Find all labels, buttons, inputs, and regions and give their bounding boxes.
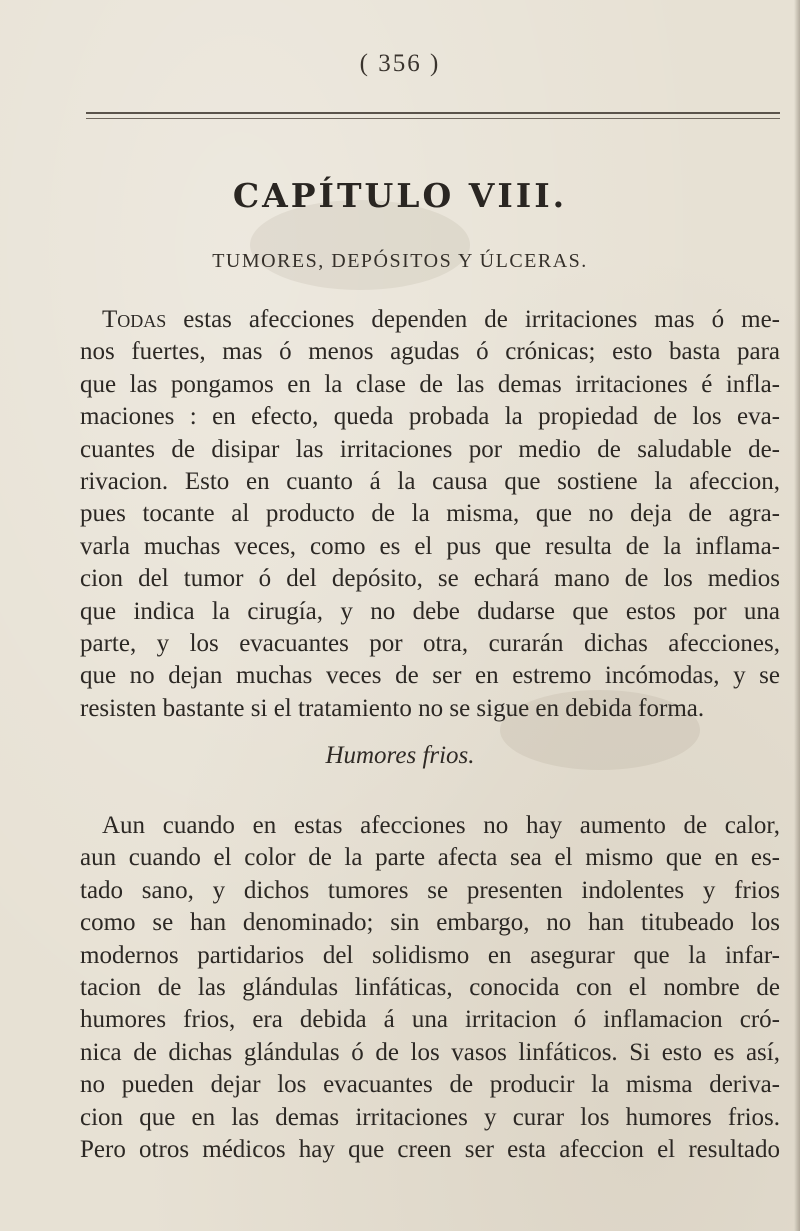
header-rule [86,112,780,114]
first-word: Todas [102,306,167,333]
text-line: cion del tumor ó del depósito, se echará mano de los medios [80,565,780,593]
text-line: nos fuertes, mas ó menos agudas ó crónicas; esto basta para [80,338,780,366]
text-line: pues tocante al producto de la misma, que no deja de agra- [80,500,780,528]
text-line: tado sano, y dichos tumores se presenten indolentes y frios [80,876,780,904]
text-line: parte, y los evacuantes por otra, curarán dichas afecciones, [80,629,780,657]
text-line: como se han denominado; sin embargo, no han titubeado los [80,909,780,937]
text-line: humores frios, era debida á una irritacion ó inflamacion cró- [80,1006,780,1034]
page-edge-shadow [794,0,800,1231]
text-line: aun cuando el color de la parte afecta sea el mismo que en es- [80,844,780,872]
text-line: cuantes de disipar las irritaciones por medio de saludable de- [80,435,780,463]
text-line: Todas estas afecciones dependen de irritaciones mas ó me- [102,306,780,333]
text-line: maciones : en efecto, queda probada la propiedad de los eva- [80,403,780,431]
page-number: ( 356 ) [359,50,441,77]
text-line: nica de dichas glándulas ó de los vasos linfáticos. Si esto es así, [80,1038,780,1066]
text-line: que no dejan muchas veces de ser en estremo incómodas, y se [80,662,780,690]
text-line: resisten bastante si el tratamiento no se sigue en debida forma. [80,694,705,722]
text-line: rivacion. Esto en cuanto á la causa que sostiene la afeccion, [80,467,780,495]
text-line: varla muchas veces, como es el pus que resulta de la inflama- [80,532,780,560]
chapter-subtitle: TUMORES, DEPÓSITOS Y ÚLCERAS. [212,250,588,272]
header-rule-thin [86,118,780,119]
text-line: tacion de las glándulas linfáticas, conocida con el nombre de [80,973,780,1001]
section-heading: Humores frios. [325,742,475,769]
text-line: cion que en las demas irritaciones y curar los humores frios. [80,1103,780,1131]
text-line: modernos partidarios del solidismo en asegurar que la infar- [80,941,780,969]
text-line: que las pongamos en la clase de las demas irritaciones é infla- [80,370,780,398]
text-line: que indica la cirugía, y no debe dudarse que estos por una [80,597,780,625]
paragraph-tumores [80,304,780,725]
text-line: Aun cuando en estas afecciones no hay aumento de calor, [102,812,780,839]
text-line: no pueden dejar los evacuantes de producir la misma deriva- [80,1071,780,1099]
paragraph-humores-frios [80,810,780,1166]
text-line: Pero otros médicos hay que creen ser esta afeccion el resultado [80,1135,780,1163]
chapter-title: CAPÍTULO VIII. [232,176,568,215]
